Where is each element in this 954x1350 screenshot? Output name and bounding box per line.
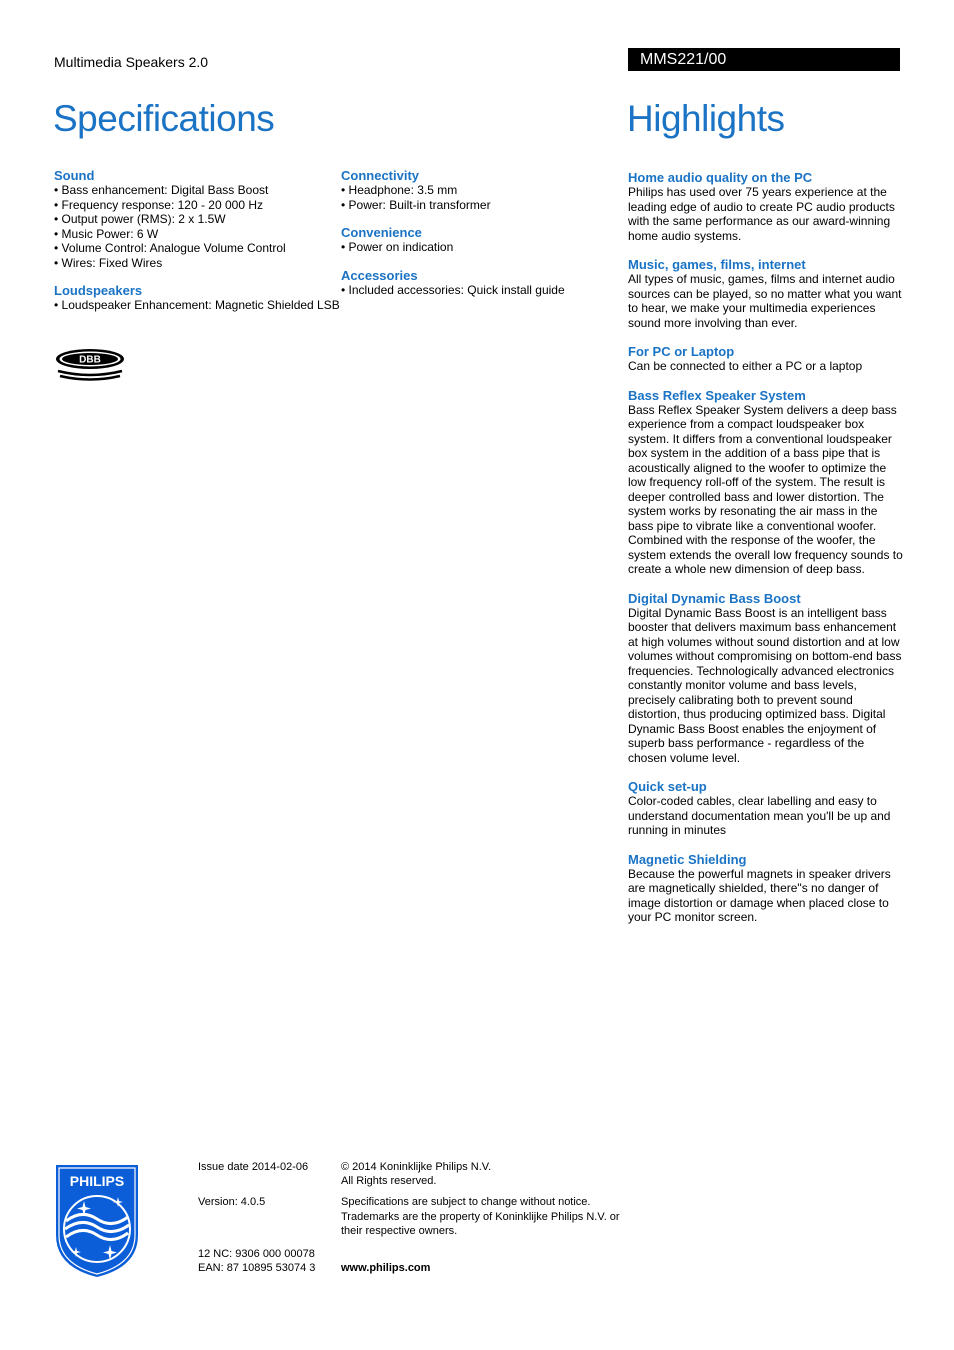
copyright-text: © 2014 Koninklijke Philips N.V. [341, 1161, 492, 1173]
highlight-block [628, 170, 903, 243]
highlight-title: Magnetic Shielding [628, 851, 747, 867]
highlight-title: Home audio quality on the PC [628, 170, 813, 185]
spec-section-convenience [341, 225, 631, 255]
spec-item: • Power: Built-in transformer [341, 198, 631, 213]
spec-section-sound [54, 168, 344, 270]
highlight-text: Can be connected to either a PC or a laptop [628, 359, 863, 373]
highlight-text: Philips has used over 75 years experience at the leading edge of audio to create PC audio products with the same performance as our award-winning home audio systems. [628, 185, 895, 243]
specs-column-2 [341, 168, 631, 310]
spec-section-title: Convenience [341, 225, 422, 240]
version-number: Version: 4.0.5 [198, 1196, 266, 1208]
spec-item: • Loudspeaker Enhancement: Magnetic Shielded LSB [54, 298, 344, 313]
highlight-title: For PC or Laptop [628, 344, 735, 359]
highlights-title: Highlights [627, 98, 785, 139]
highlight-block [628, 852, 903, 925]
highlight-block [628, 388, 903, 577]
spec-section-accessories [341, 268, 631, 298]
spec-section-connectivity [341, 168, 631, 212]
spec-list [341, 240, 631, 255]
specs-column-1 [54, 168, 344, 326]
spec-notice: Specifications are subject to change without notice. Trademarks are the property of Koninklijke Philips N.V. or their respective owners. [341, 1196, 620, 1237]
highlight-text: All types of music, games, films and internet audio sources can be played, so no matter what you want to hear, we make your multimedia experiences sound more involving than ever. [628, 272, 902, 330]
philips-brand-text: PHILIPS [69, 1173, 125, 1189]
highlight-title: Quick set-up [628, 779, 707, 794]
spec-section-title: Loudspeakers [54, 283, 143, 298]
spec-list [341, 283, 631, 298]
rights-text: All Rights reserved. [341, 1175, 437, 1187]
spec-item: • Wires: Fixed Wires [54, 256, 344, 271]
spec-item: • Headphone: 3.5 mm [341, 183, 631, 198]
highlight-block [628, 257, 903, 330]
dbb-logo-icon [54, 348, 126, 382]
spec-section-title: Connectivity [341, 168, 420, 183]
highlight-text: Because the powerful magnets in speaker drivers are magnetically shielded, there"s no danger of image distortion or damage when placed close to your PC monitor screen. [628, 866, 891, 924]
spec-list [341, 183, 631, 212]
highlight-title: Music, games, films, internet [628, 257, 806, 272]
highlight-title: Bass Reflex Speaker System [628, 387, 806, 403]
spec-item: • Power on indication [341, 240, 631, 255]
spec-section-loudspeakers [54, 283, 344, 313]
philips-shield-logo-icon [54, 1163, 140, 1279]
specifications-title: Specifications [53, 98, 275, 139]
highlight-text: Color-coded cables, clear labelling and easy to understand documentation mean you'll be up and running in minutes [628, 794, 891, 837]
ean-code: EAN: 87 10895 53074 3 [198, 1262, 316, 1274]
nc-code: 12 NC: 9306 000 00078 [198, 1248, 315, 1260]
highlight-block [628, 344, 903, 374]
highlight-block [628, 591, 903, 766]
dbb-logo-text: DBB [79, 354, 101, 366]
spec-item: • Bass enhancement: Digital Bass Boost [54, 183, 344, 198]
product-category: Multimedia Speakers 2.0 [54, 54, 209, 70]
spec-list [54, 298, 344, 313]
website-link[interactable]: www.philips.com [341, 1262, 431, 1274]
issue-date: Issue date 2014-02-06 [198, 1161, 309, 1173]
highlight-text: Digital Dynamic Bass Boost is an intelligent bass booster that delivers maximum bass enhancement at high volumes without sound distortion and at low volumes without compromising on bottom-end bass frequencies. Technologically advanced electronics constantly monitor volume and bass levels, precisely calibrating both to prevent sound distortion, thus producing optimized bass. Digital Dynamic Bass Boost enables the enjoyment of superb bass performance - regardless of the chosen volume level. [628, 605, 902, 765]
highlight-block [628, 779, 903, 838]
spec-section-title: Accessories [341, 267, 418, 283]
spec-list [54, 183, 344, 270]
spec-item: • Music Power: 6 W [54, 227, 344, 242]
spec-section-title: Sound [54, 168, 95, 183]
spec-item: • Volume Control: Analogue Volume Control [54, 241, 344, 256]
spec-item: • Frequency response: 120 - 20 000 Hz [54, 198, 344, 213]
spec-item: • Included accessories: Quick install guide [341, 283, 631, 298]
highlights-column [628, 170, 903, 939]
spec-item: • Output power (RMS): 2 x 1.5W [54, 212, 344, 227]
model-number-bar: MMS221/00 [628, 48, 900, 71]
highlight-title: Digital Dynamic Bass Boost [628, 590, 801, 606]
highlight-text: Bass Reflex Speaker System delivers a deep bass experience from a compact loudspeaker box system. It differs from a conventional loudspeaker box system in the addition of a bass pipe that is acoustically aligned to the woofer to optimize the low frequency roll-off of the system. The result is deeper controlled bass and lower distortion. The system works by resonating the air mass in the bass pipe to vibrate like a conventional woofer. Combined with the response of the woofer, the system extends the overall low frequency sounds to create a whole new dimension of deep bass. [628, 402, 903, 576]
